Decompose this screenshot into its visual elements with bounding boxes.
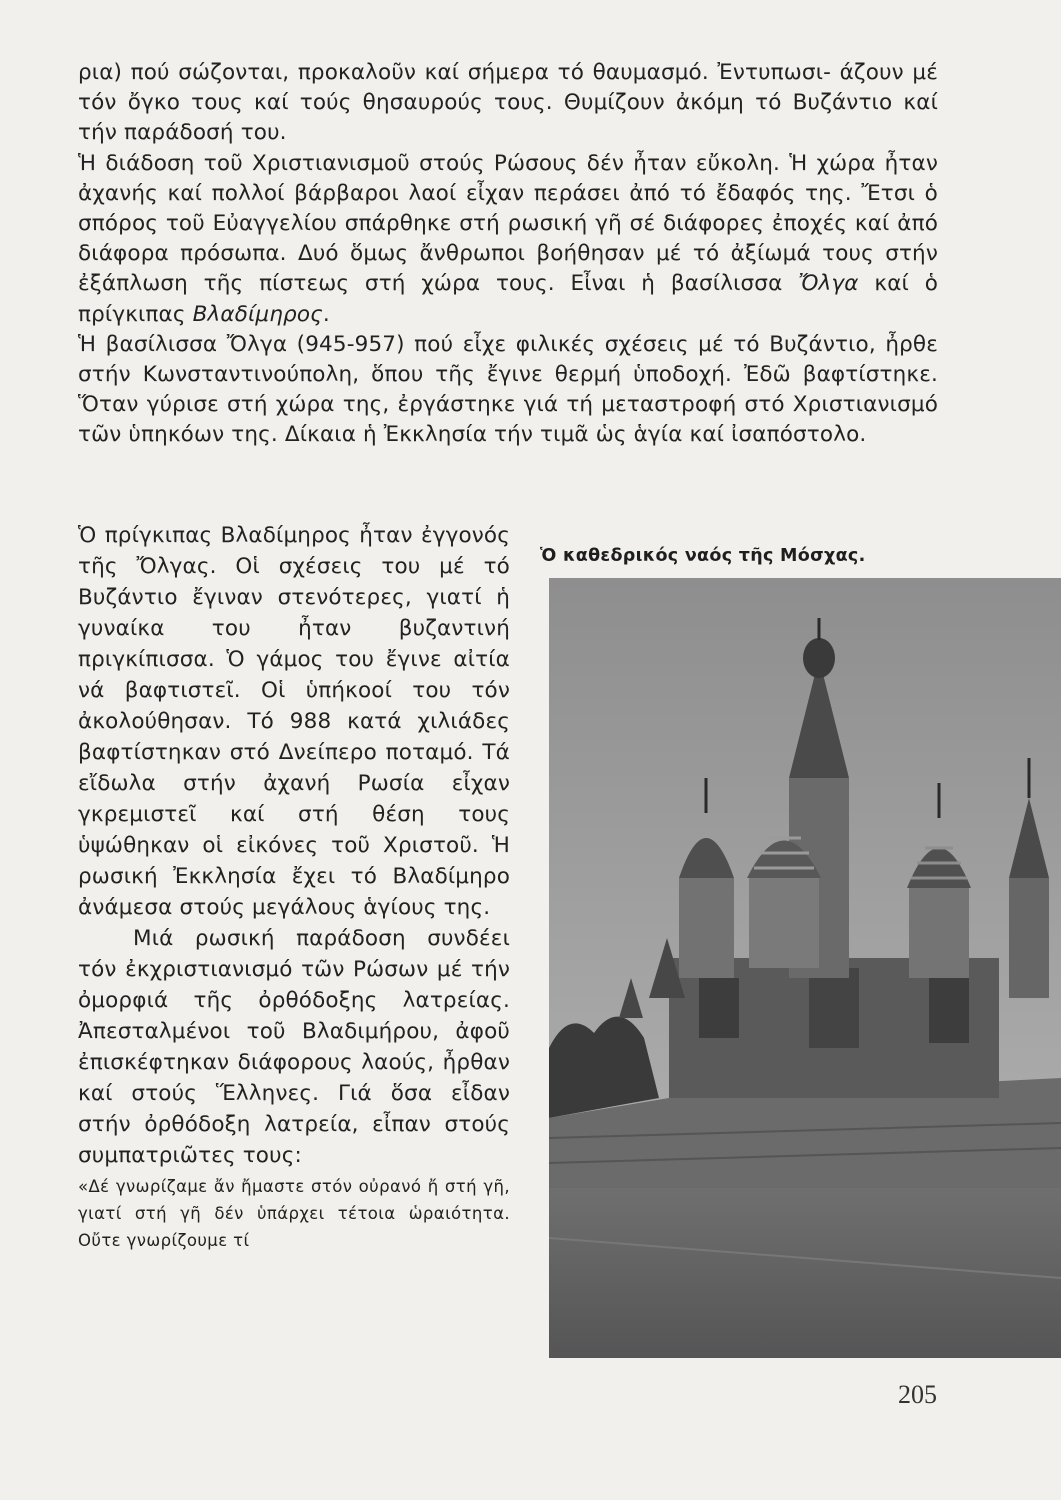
paragraph-intro bbox=[78, 58, 938, 149]
olga-name: Ὄλγα bbox=[798, 271, 859, 297]
spread-and: καί ὁ πρίγκιπας bbox=[78, 271, 939, 327]
intro-line-1: ρια) πού σώζονται, προκαλοῦν καί σήμερα τό θαυμασμό. Ἐντυπωσι- bbox=[78, 60, 832, 85]
figure-caption: Ὁ καθεδρικός ναός τῆς Μόσχας. bbox=[540, 546, 866, 566]
cathedral-illustration bbox=[549, 578, 1061, 1358]
cathedral-photo bbox=[549, 578, 1061, 1358]
paragraph-olga: Ἡ βασίλισσα Ὄλγα (945-957) πού εἶχε φιλικές σχέσεις μέ τό Βυζάντιο, ἦρθε στήν Κωνσταντινούπολη, ὅπου τῆς ἔγινε θερμή ὑποδοχή. Ἐδῶ βαφτίστηκε. Ὅταν γύρισε στή χώρα της, ἐργάστηκε γιά τή μεταστροφή στό Χριστιανισμό τῶν ὑπηκόων της. Δίκαια ἡ Ἐκκλησία τήν τιμᾶ ὡς ἁγία καί ἰσαπόστολο. bbox=[78, 331, 938, 448]
paragraph-tradition: Μιά ρωσική παράδοση συνδέει τόν ἐκχριστιανισμό τῶν Ρώσων μέ τήν ὀμορφιά τῆς ὀρθόδοξης λατρείας. Ἀπεσταλμένοι τοῦ Βλαδιμήρου, ἀφοῦ ἐπισκέφτηκαν διάφορους λαούς, ἦρθαν καί στούς Ἕλληνες. Γιά ὅσα εἶδαν στήν ὀρθόδοξη λατρεία, εἶπαν στούς συμπατριῶτες τους: bbox=[78, 926, 510, 1168]
page-number: 205 bbox=[898, 1380, 937, 1409]
intro-rest: άζουν μέ τόν ὄγκο τους καί τούς θησαυρούς τους. Θυμίζουν ἀκόμη τό Βυζάντιο καί τήν παράδοσή του. bbox=[78, 60, 938, 146]
left-column-text bbox=[78, 520, 510, 1254]
vladimir-name: Βλαδίμηρος bbox=[192, 301, 323, 327]
quote-text: «Δέ γνωρίζαμε ἄν ἤμαστε στόν οὐρανό ἤ στή γῆ, γιατί στή γῆ δέν ὑπάρχει τέτοια ὡραιότητα. Οὔτε γνωρίζουμε τί bbox=[78, 1177, 510, 1250]
full-width-text bbox=[78, 58, 938, 451]
spread-text: Ἡ διάδοση τοῦ Χριστιανισμοῦ στούς Ρώσους δέν ἦταν εὔκολη. Ἡ χώρα ἦταν ἀχανής καί πολλοί βάρβαροι λαοί εἶχαν περάσει ἀπό τό ἔδαφός της. Ἔτσι ὁ σπόρος τοῦ Εὐαγγελίου σπάρθηκε στή ρωσική γῆ σέ διάφορες ἐποχές καί ἀπό διάφορα πρόσωπα. Δυό ὅμως ἄνθρωποι βοήθησαν μέ τό ἀξίωμά τους στήν ἐξάπλωση τῆς πίστεως στή χώρα τους. Εἶναι ἡ βασίλισσα bbox=[78, 150, 938, 297]
paragraph-vladimir: Ὁ πρίγκιπας Βλαδίμηρος ἦταν ἐγγονός τῆς Ὄλγας. Οἱ σχέσεις του μέ τό Βυζάντιο ἔγιναν στενότερες, γιατί ἡ γυναίκα του ἦταν βυζαντινή πριγκίπισσα. Ὁ γάμος του ἔγινε αἰτία νά βαφτιστεῖ. Οἱ ὑπήκοοί του τόν ἀκολούθησαν. Τό 988 κατά χιλιάδες βαφτίστηκαν στό Δνείπερο ποταμό. Τά εἴδωλα στήν ἀχανή Ρωσία εἶχαν γκρεμιστεῖ καί στή θέση τους ὑψώθηκαν οἱ εἰκόνες τοῦ Χριστοῦ. Ἡ ρωσική Ἐκκλησία ἔχει τό Βλαδίμηρο ἀνάμεσα στούς μεγάλους ἁγίους της. bbox=[78, 523, 510, 920]
paragraph-spread: Ἡ διάδοση τοῦ Χριστιανισμοῦ στούς Ρώσους δέν ἦταν εὔκολη. Ἡ χώρα ἦταν ἀχανής καί πολλοί βάρβαροι λαοί εἶχαν περάσει ἀπό τό ἔδαφός της. Ἔτσι ὁ σπόρος τοῦ Εὐαγγελίου σπάρθηκε στή ρωσική γῆ σέ διάφορες ἐποχές καί ἀπό διάφορα πρόσωπα. Δυό ὅμως ἄνθρωποι βοήθησαν μέ τό ἀξίωμά τους στήν ἐξάπλωση τῆς πίστεως στή χώρα τους. Εἶναι ἡ βασίλισσα Ὄλγα καί ὁ πρίγκιπας Βλαδίμηρος. bbox=[78, 150, 939, 327]
